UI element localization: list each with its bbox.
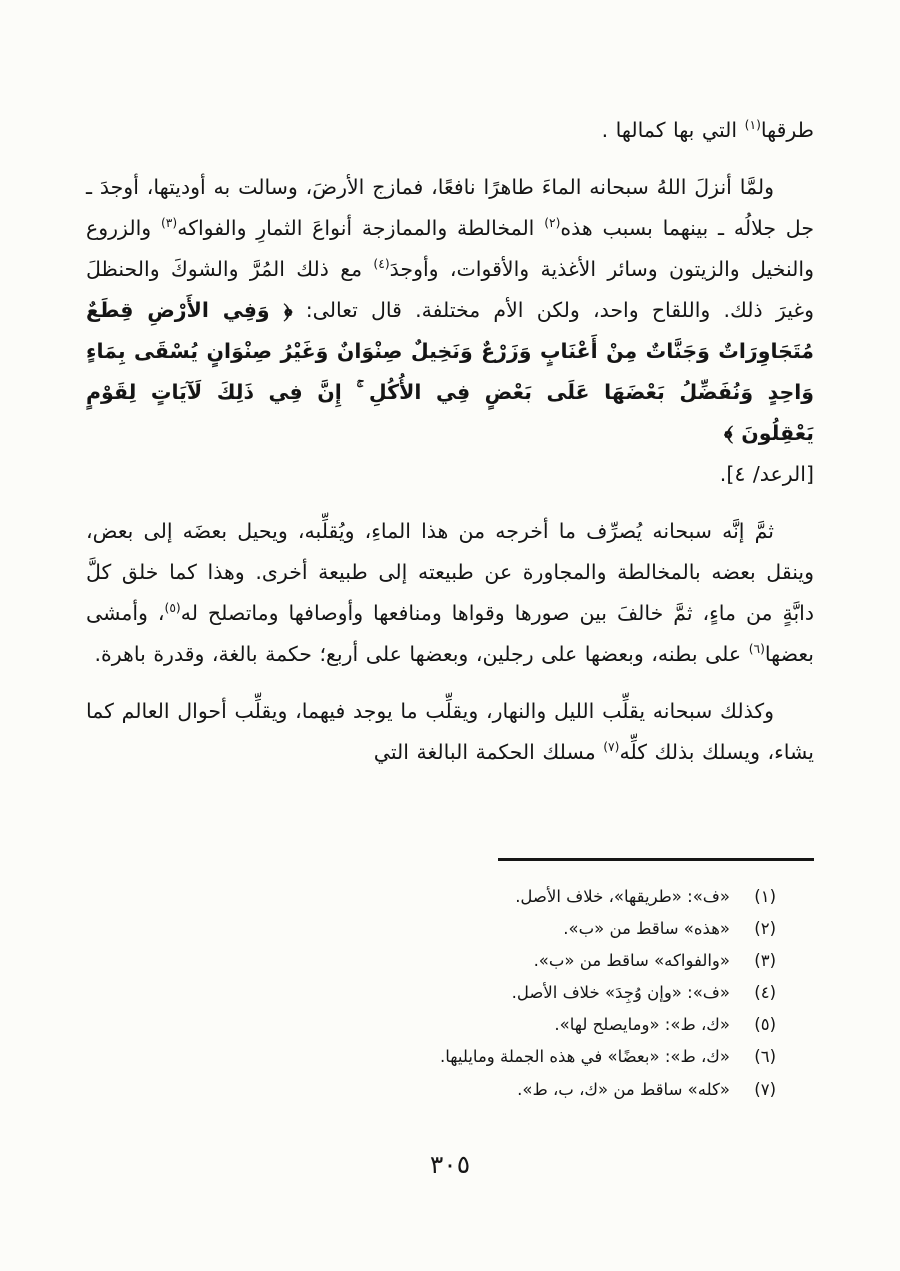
footnote-text: «ك، ط»: «ومايصلح لها». [554, 1015, 730, 1035]
footnote-text: «كله» ساقط من «ك، ب، ط». [517, 1079, 730, 1099]
footnote-row [86, 1041, 814, 1073]
paragraph-night-day: وكذلك سبحانه يقلِّب الليل والنهار، ويقلِّب ما يوجد فيهما، ويقلِّب أحوال العالم كما يشاء، ويسلك بذلك كلِّه$^{(٧)}$ مسلك الحكمة البالغة التي [86, 699, 814, 764]
paragraph-transformation: ثمَّ إنَّه سبحانه يُصرِّف ما أخرجه من هذا الماءِ، ويُقلِّبه، ويحيل بعضَه إلى بعض، وينقل بعضه بالمخالطة والمجاورة عن طبيعته إلى طبيعة أخرى. وهذا كما خلق كلَّ دابَّةٍ من ماءٍ، ثمَّ خالفَ بين صورها وقواها ومنافعها وأوصافها وماتصلح له$^{(٥)}$، وأمشى بعضها$^{(٦)}$ على بطنه، وبعضها على رجلين، وبعضها على أربع؛ حكمة بالغة، وقدرة باهرة. [86, 519, 814, 666]
footnote-row [86, 913, 814, 945]
footnote-row [86, 1009, 814, 1041]
paragraph-water [86, 167, 814, 495]
footnote-number: (٧) [754, 1079, 776, 1099]
paragraph-water-text: ولمَّا أنزلَ اللهُ سبحانه الماءَ طاهرًا نافعًا، فمازج الأرضَ، وسالت به أوديتها، أوجدَ ـ جل جلالُه ـ بينهما بسبب هذه$^{(٢)}$ المخالطة والممازجة أنواعَ الثمارِ والفواكه$^{(٣)}$ والزروع والنخيل والزيتون وسائر الأغذية والأقوات، وأوجدَ$^{(٤)}$ مع ذلك المُرَّ والشوكَ والحنظلَ وغيرَ ذلك. واللقاح واحد، ولكن الأم مختلفة. قال تعالى: [86, 175, 814, 322]
page-number: ٣٠٥ [429, 1150, 471, 1179]
footnote-row [86, 881, 814, 913]
footnote-text: «ف»: «طريقها»، خلاف الأصل. [515, 886, 730, 906]
footnote-number: (٦) [754, 1047, 776, 1067]
footnote-number: (٤) [754, 983, 776, 1003]
main-text-block [86, 110, 814, 789]
footnote-separator-rule [498, 858, 814, 861]
footnotes-section [86, 858, 814, 1106]
footnote-number: (٣) [754, 950, 776, 970]
footnote-number: (٥) [754, 1015, 776, 1035]
footnote-number: (٢) [754, 918, 776, 938]
opening-line: طرقها$^{(١)}$ التي بها كمالها . [601, 118, 814, 142]
footnote-row [86, 945, 814, 977]
footnote-number: (١) [754, 886, 776, 906]
footnote-text: «هذه» ساقط من «ب». [563, 918, 730, 938]
footnote-row [86, 977, 814, 1009]
quran-verse: ﴿ وَفِي الأَرْضِ قِطَعٌ مُتَجَاوِرَاتٌ وَجَنَّاتٌ مِنْ أَعْنَابٍ وَزَرْعٌ وَنَخِيلٌ صِنْوَانٌ وَغَيْرُ صِنْوَانٍ يُسْقَى بِمَاءٍ وَاحِدٍ وَنُفَضِّلُ بَعْضَهَا عَلَى بَعْضٍ فِي الأُكُلِ ۚ إِنَّ فِي ذَلِكَ لَآيَاتٍ لِقَوْمٍ يَعْقِلُونَ ﴾ [86, 298, 814, 445]
footnote-row [86, 1074, 814, 1106]
verse-citation: [الرعد/ ٤]. [719, 462, 814, 486]
footnote-text: «ف»: «وإن وُجِدَ» خلاف الأصل. [511, 983, 730, 1003]
footnote-text: «ك، ط»: «بعضًا» في هذه الجملة ومايليها. [440, 1047, 730, 1067]
footnote-text: «والفواكه» ساقط من «ب». [533, 950, 730, 970]
